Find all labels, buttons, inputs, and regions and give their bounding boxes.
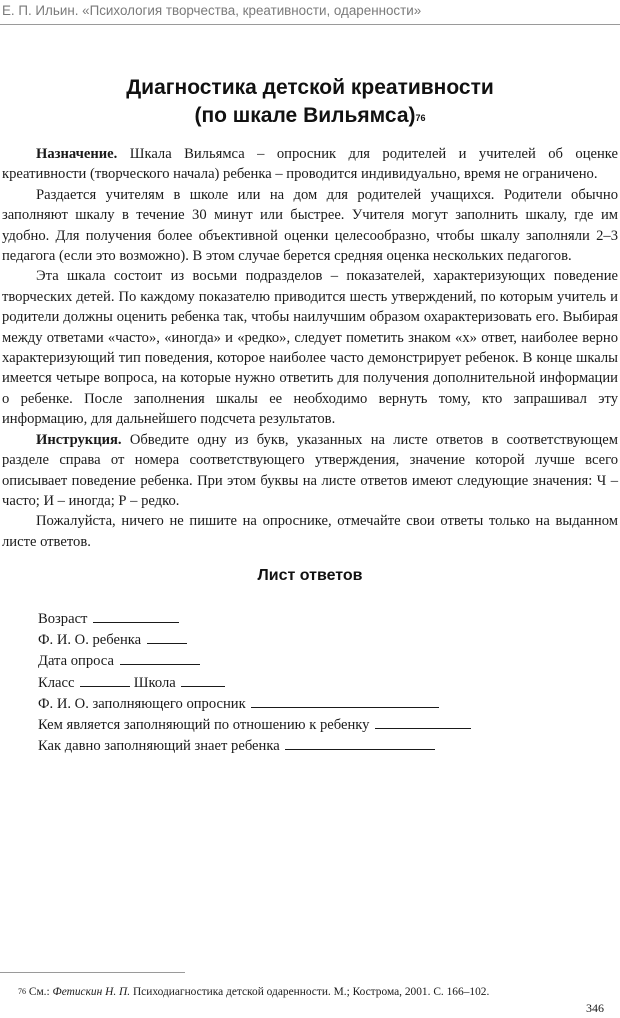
survey-date-blank[interactable] bbox=[120, 650, 200, 665]
form-line-child-name bbox=[38, 629, 598, 650]
title-footnote-ref: 76 bbox=[415, 113, 426, 123]
paragraph-text: Пожалуйста, ничего не пишите на опроснике, отмечайте свои ответы только на выданном листе ответов. bbox=[2, 513, 618, 550]
title-line-2-text: (по шкале Вильямса) bbox=[194, 104, 416, 127]
paragraph-scale-structure bbox=[2, 266, 618, 429]
header-rule bbox=[0, 24, 620, 25]
age-blank[interactable] bbox=[93, 608, 179, 623]
footnote-rule bbox=[0, 972, 185, 973]
form-line-acquainted bbox=[38, 735, 598, 756]
field-label: Ф. И. О. заполняющего опросник bbox=[38, 695, 246, 712]
field-label: Как давно заполняющий знает ребенка bbox=[38, 738, 280, 755]
paragraph-text: Обведите одну из букв, указанных на листе ответов в соответствующем разделе справа от номера соответствующего утверждения, значение которой лучше всего описывает поведение ребенка. При этом буквы на листе ответов имеют следующие значения: Ч – часто; И – иногда; Р – редко. bbox=[2, 431, 618, 509]
title-line-1: Диагностика детской креативности bbox=[126, 76, 494, 99]
form-line-survey-date bbox=[38, 650, 598, 671]
paragraph-lead: Инструкция. bbox=[36, 431, 122, 448]
footnote-text: Психодиагностика детской одаренности. М.; Кострома, 2001. С. 166–102. bbox=[130, 986, 490, 998]
footnote bbox=[18, 985, 608, 999]
page-title bbox=[0, 74, 620, 130]
school-blank[interactable] bbox=[181, 672, 225, 687]
paragraph-distribution bbox=[2, 185, 618, 267]
page-number: 346 bbox=[586, 1001, 604, 1015]
running-head: Е. П. Ильин. «Психология творчества, креативности, одаренности» bbox=[2, 3, 422, 18]
footnote-number: 76 bbox=[18, 987, 26, 996]
relation-blank[interactable] bbox=[375, 714, 471, 729]
paragraph-text: Раздается учителям в школе или на дом для родителей учащихся. Родители обычно заполняют шкалу в течение 30 минут или быстрее. Учителя могут заполнить шкалу, где им удобно. Для получения более объективной оценки целесообразно, чтобы шкалу заполняли 2–3 педагога (если это возможно). В этом случае берется средняя оценка нескольких педагогов. bbox=[2, 186, 618, 265]
field-label: Класс bbox=[38, 674, 75, 691]
field-label: Дата опроса bbox=[38, 653, 114, 670]
child-name-blank[interactable] bbox=[147, 629, 187, 644]
form-line-relation bbox=[38, 714, 598, 735]
form-line-filler-name bbox=[38, 693, 598, 714]
paragraph-instruction bbox=[2, 430, 618, 512]
paragraph-text: Шкала Вильямса – опросник для родителей и учителей об оценке креативности (творческого начала) ребенка – проводится индивидуально, время не ограничено. bbox=[2, 146, 618, 183]
paragraph-request bbox=[2, 511, 618, 552]
title-line-2 bbox=[0, 102, 620, 130]
form-line-age bbox=[38, 608, 598, 629]
paragraph-text: Эта шкала состоит из восьми подразделов – показателей, характеризующих поведение творческих детей. По каждому показателю приводится шесть утверждений, по которым учитель и родители должны оценить ребенка так, чтобы наилучшим образом охарактеризовать его. Выбирая между ответами «часто», «иногда» и «редко», следует пометить знаком «х» ответ, наиболее верно характеризующий тип поведения, которое наиболее часто демонстрирует ребенок. В конце шкалы имеется четыре вопроса, на которые нужно ответить для получения дополнительной информации о ребенке. После заполнения шкалы ее необходимо вернуть тому, кто запрашивал эту информацию, для дальнейшего подсчета результатов. bbox=[2, 268, 618, 428]
filler-name-blank[interactable] bbox=[251, 693, 439, 708]
answer-sheet-form bbox=[38, 608, 598, 756]
body-text bbox=[2, 144, 618, 552]
field-label: Кем является заполняющий по отношению к ребенку bbox=[38, 717, 370, 734]
acquainted-blank[interactable] bbox=[285, 735, 435, 750]
grade-blank[interactable] bbox=[80, 672, 130, 687]
paragraph-lead: Назначение. bbox=[36, 146, 118, 162]
field-label: Ф. И. О. ребенка bbox=[38, 632, 142, 649]
answer-sheet-title: Лист ответов bbox=[257, 567, 363, 584]
footnote-prefix: См.: bbox=[28, 986, 53, 998]
footnote-authors: Фетискин Н. П. bbox=[52, 986, 131, 998]
field-label: Школа bbox=[133, 674, 176, 691]
form-line-grade-school bbox=[38, 672, 598, 693]
paragraph-purpose bbox=[2, 144, 618, 185]
field-label: Возраст bbox=[38, 611, 88, 627]
